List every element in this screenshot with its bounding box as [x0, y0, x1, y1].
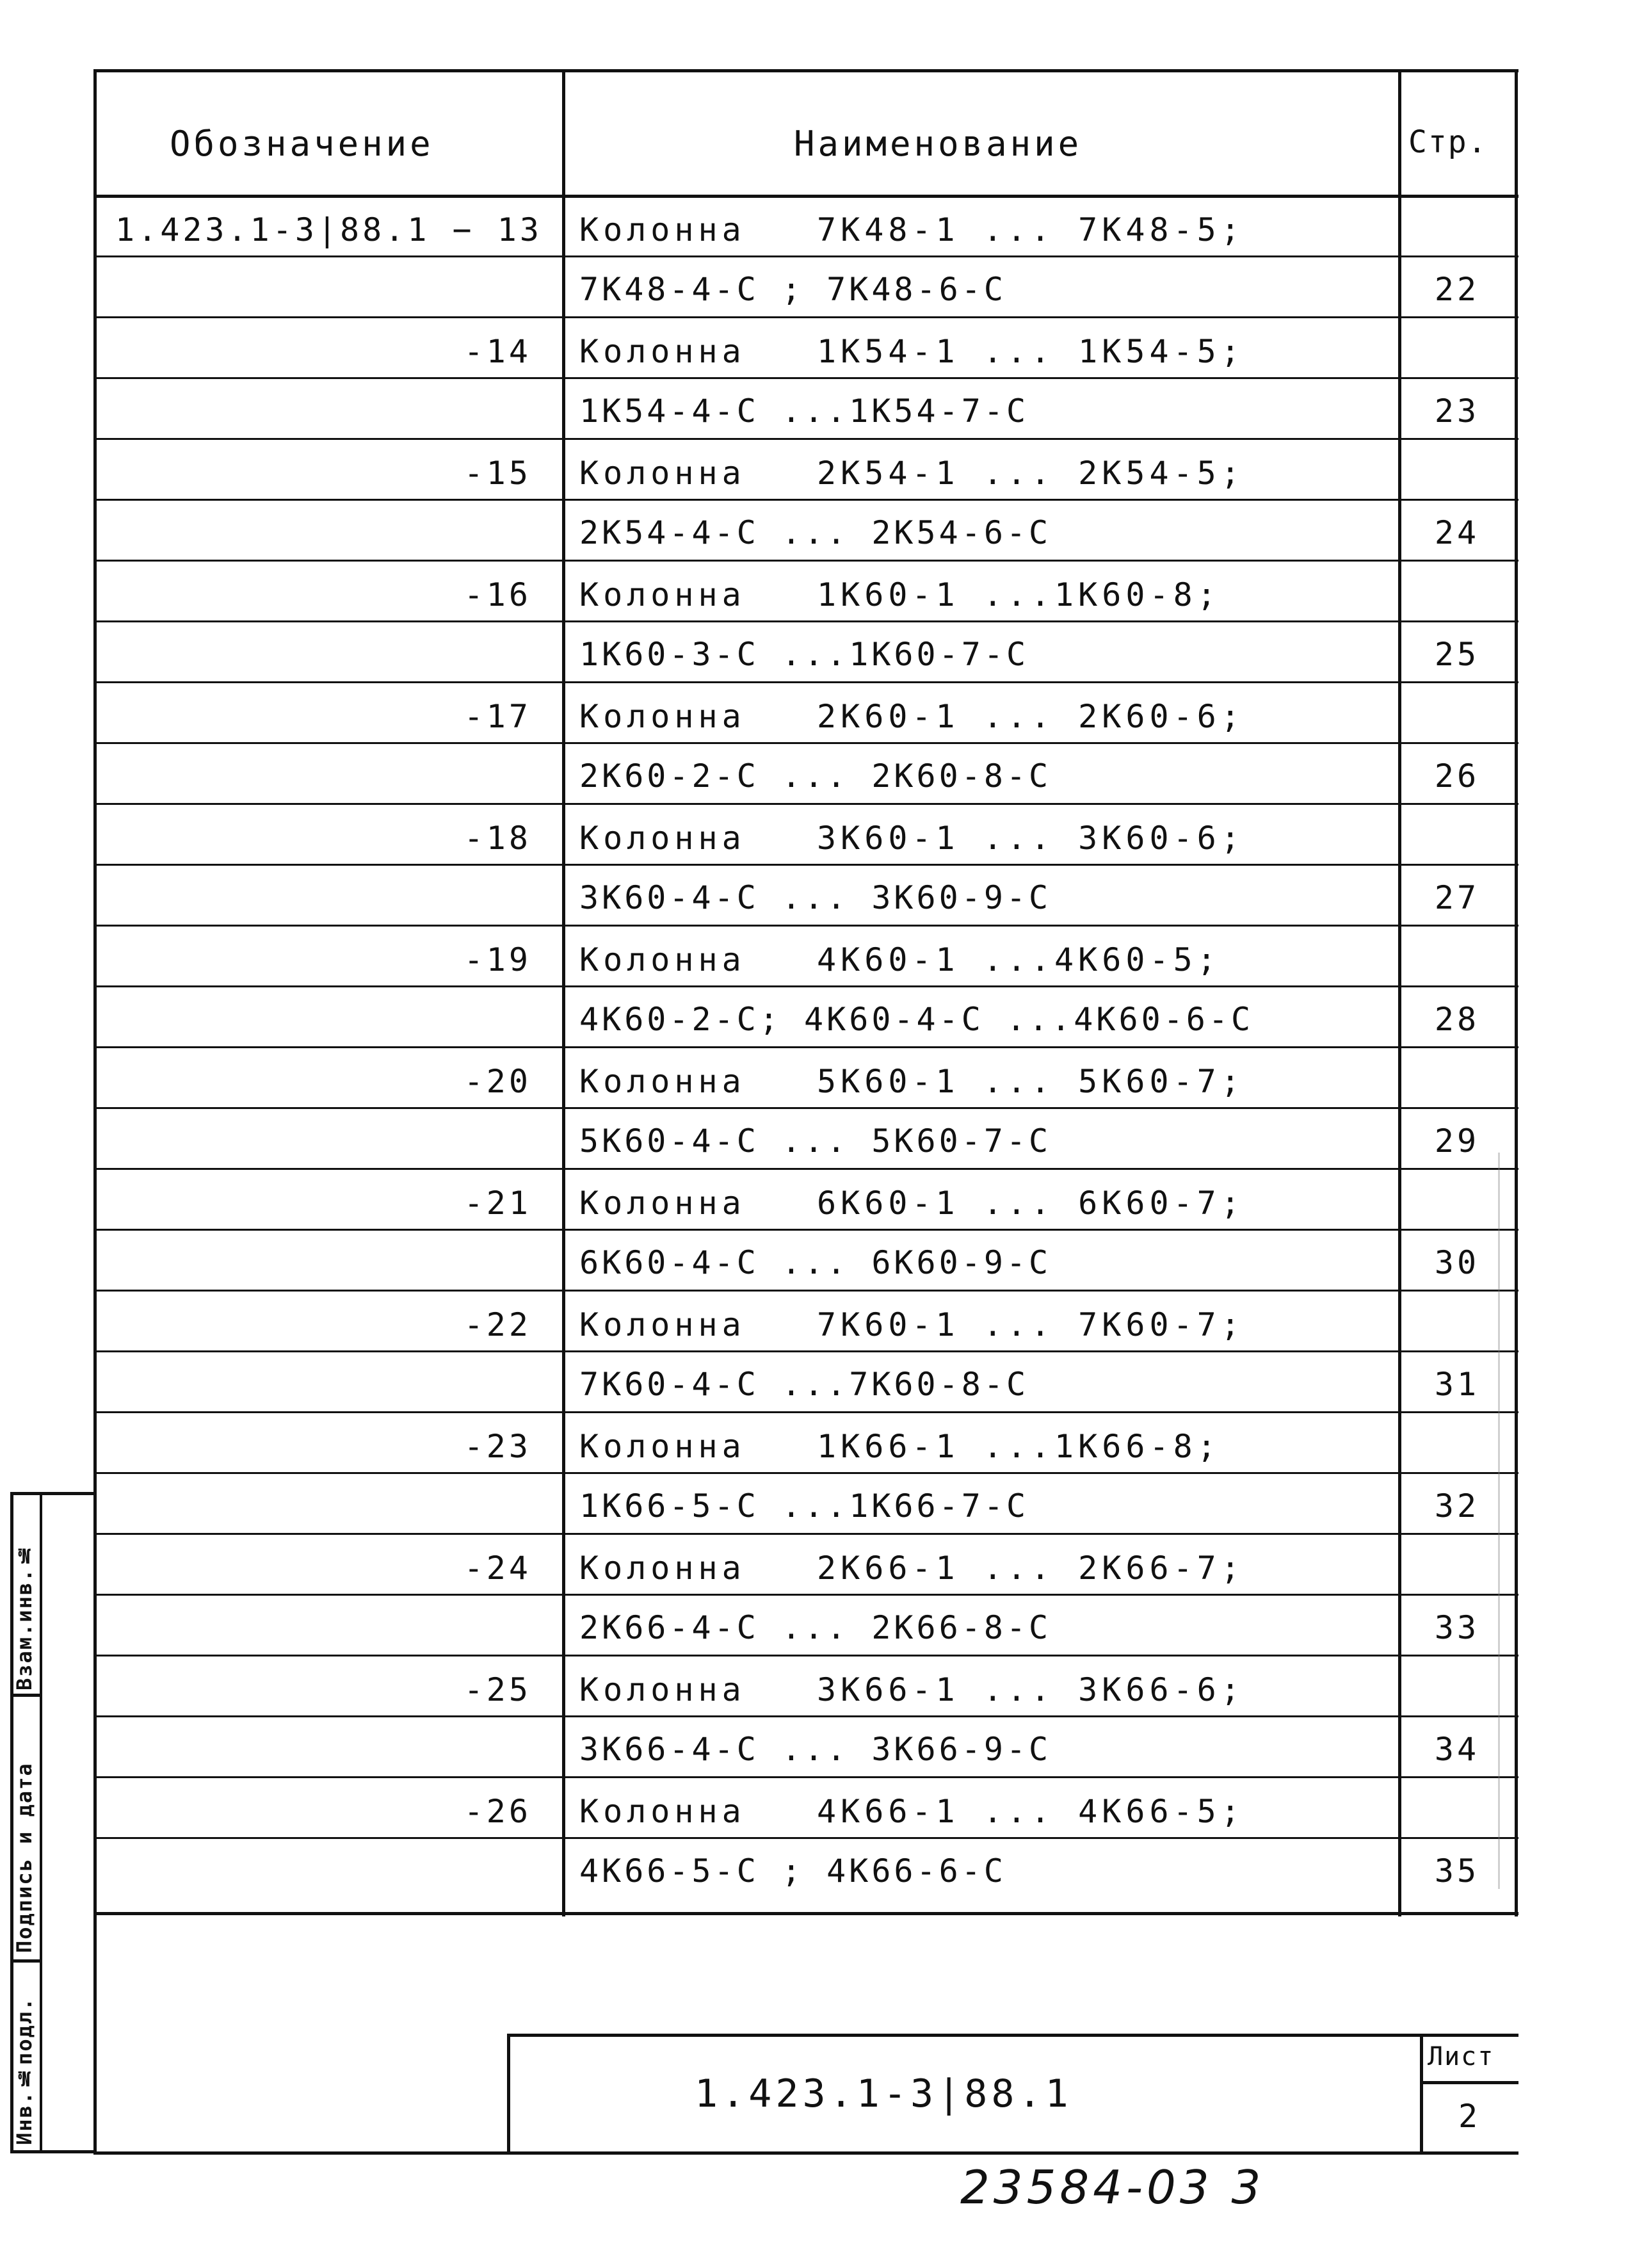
- row-name-line2: 4К66-5-С ; 4К66-6-С: [579, 1852, 1006, 1890]
- row-divider: [95, 1046, 1518, 1048]
- row-name-line2: 1К66-5-С ...1К66-7-С: [579, 1487, 1029, 1525]
- row-code: 1.423.1-3|88.1 − 13: [115, 211, 542, 248]
- stamp-sign-date: Подпись и дата: [12, 1762, 36, 1953]
- row-code: -17: [463, 698, 531, 735]
- row-divider: [95, 1776, 1518, 1778]
- row-name-line1: Колонна 7К48-1 ... 7К48-5;: [579, 211, 1244, 248]
- row-page: 32: [1434, 1487, 1480, 1525]
- row-page: 23: [1434, 393, 1480, 430]
- row-name-line2: 1К54-4-С ...1К54-7-С: [579, 393, 1029, 430]
- row-subline-divider: [95, 255, 1518, 257]
- row-page: 34: [1434, 1731, 1480, 1768]
- row-name-line1: Колонна 1К60-1 ...1К60-8;: [579, 576, 1221, 613]
- row-name-line1: Колонна 4К60-1 ...4К60-5;: [579, 941, 1221, 978]
- row-code: -19: [463, 941, 531, 978]
- row-page: 25: [1434, 636, 1480, 673]
- row-code: -15: [463, 455, 531, 492]
- row-code: -21: [463, 1185, 531, 1222]
- row-code: -14: [463, 333, 531, 370]
- row-page: 24: [1434, 514, 1480, 551]
- row-code: -20: [463, 1063, 531, 1100]
- row-divider: [95, 925, 1518, 927]
- row-name-line2: 1К60-3-С ...1К60-7-С: [579, 636, 1029, 673]
- row-page: 26: [1434, 757, 1480, 795]
- header-designation: Обозначение: [170, 124, 434, 164]
- row-code: -22: [463, 1306, 531, 1343]
- row-name-line1: Колонна 3К66-1 ... 3К66-6;: [579, 1671, 1244, 1708]
- row-name-line1: Колонна 3К60-1 ... 3К60-6;: [579, 820, 1244, 857]
- row-code: -23: [463, 1428, 531, 1465]
- row-subline-divider: [95, 985, 1518, 987]
- title-doc-code: 1.423.1-3|88.1: [695, 2071, 1072, 2116]
- row-subline-divider: [95, 864, 1518, 866]
- row-page: 31: [1434, 1366, 1480, 1403]
- row-name-line2: 3К66-4-С ... 3К66-9-С: [579, 1731, 1052, 1768]
- row-name-line2: 2К60-2-С ... 2К60-8-С: [579, 757, 1052, 795]
- row-subline-divider: [95, 1715, 1518, 1717]
- row-code: -16: [463, 576, 531, 613]
- row-subline-divider: [95, 499, 1518, 501]
- row-name-line1: Колонна 1К66-1 ...1К66-8;: [579, 1428, 1221, 1465]
- row-divider: [95, 1655, 1518, 1656]
- row-name-line1: Колонна 6К60-1 ... 6К60-7;: [579, 1185, 1244, 1222]
- row-code: -26: [463, 1793, 531, 1830]
- row-name-line1: Колонна 7К60-1 ... 7К60-7;: [579, 1306, 1244, 1343]
- row-divider: [95, 1290, 1518, 1292]
- row-subline-divider: [95, 1350, 1518, 1352]
- row-subline-divider: [95, 1229, 1518, 1231]
- title-sheet-number: 2: [1458, 2098, 1478, 2135]
- row-divider: [95, 1168, 1518, 1170]
- row-divider: [95, 1411, 1518, 1413]
- row-subline-divider: [95, 1472, 1518, 1474]
- row-divider: [95, 438, 1518, 440]
- row-name-line1: Колонна 4К66-1 ... 4К66-5;: [579, 1793, 1244, 1830]
- row-name-line1: Колонна 2К54-1 ... 2К54-5;: [579, 455, 1244, 492]
- row-subline-divider: [95, 1837, 1518, 1839]
- row-subline-divider: [95, 1107, 1518, 1109]
- archive-number: 23584-03 3: [960, 2160, 1265, 2214]
- title-sheet-label: Лист: [1428, 2042, 1495, 2071]
- row-page: 22: [1434, 271, 1480, 308]
- stamp-inv-podl: Инв.№подл.: [12, 1997, 36, 2145]
- row-name-line2: 4К60-2-С; 4К60-4-С ...4К60-6-С: [579, 1001, 1254, 1038]
- row-divider: [95, 560, 1518, 562]
- row-page: 30: [1434, 1244, 1480, 1281]
- row-divider: [95, 681, 1518, 683]
- row-name-line2: 5К60-4-С ... 5К60-7-С: [579, 1122, 1052, 1160]
- row-subline-divider: [95, 1594, 1518, 1596]
- row-name-line2: 7К48-4-С ; 7К48-6-С: [579, 271, 1006, 308]
- scan-edge-mark: [1498, 1153, 1500, 1889]
- row-divider: [95, 316, 1518, 318]
- row-subline-divider: [95, 377, 1518, 379]
- row-name-line2: 2К66-4-С ... 2К66-8-С: [579, 1609, 1052, 1646]
- row-subline-divider: [95, 742, 1518, 744]
- row-name-line2: 7К60-4-С ...7К60-8-С: [579, 1366, 1029, 1403]
- row-page: 33: [1434, 1609, 1480, 1646]
- header-page: Стр.: [1408, 124, 1488, 160]
- row-divider: [95, 803, 1518, 805]
- row-name-line2: 2К54-4-С ... 2К54-6-С: [579, 514, 1052, 551]
- row-name-line2: 6К60-4-С ... 6К60-9-С: [579, 1244, 1052, 1281]
- row-page: 27: [1434, 879, 1480, 916]
- row-name-line1: Колонна 5К60-1 ... 5К60-7;: [579, 1063, 1244, 1100]
- row-subline-divider: [95, 620, 1518, 622]
- row-name-line1: Колонна 1К54-1 ... 1К54-5;: [579, 333, 1244, 370]
- row-code: -24: [463, 1550, 531, 1587]
- row-name-line1: Колонна 2К60-1 ... 2К60-6;: [579, 698, 1244, 735]
- row-name-line2: 3К60-4-С ... 3К60-9-С: [579, 879, 1052, 916]
- row-page: 28: [1434, 1001, 1480, 1038]
- row-code: -18: [463, 820, 531, 857]
- stamp-vzam-inv: Взам.инв.№: [12, 1542, 36, 1690]
- row-code: -25: [463, 1671, 531, 1708]
- row-name-line1: Колонна 2К66-1 ... 2К66-7;: [579, 1550, 1244, 1587]
- row-divider: [95, 1533, 1518, 1535]
- header-name: Наименование: [794, 124, 1083, 164]
- row-page: 29: [1434, 1122, 1480, 1160]
- row-page: 35: [1434, 1852, 1480, 1890]
